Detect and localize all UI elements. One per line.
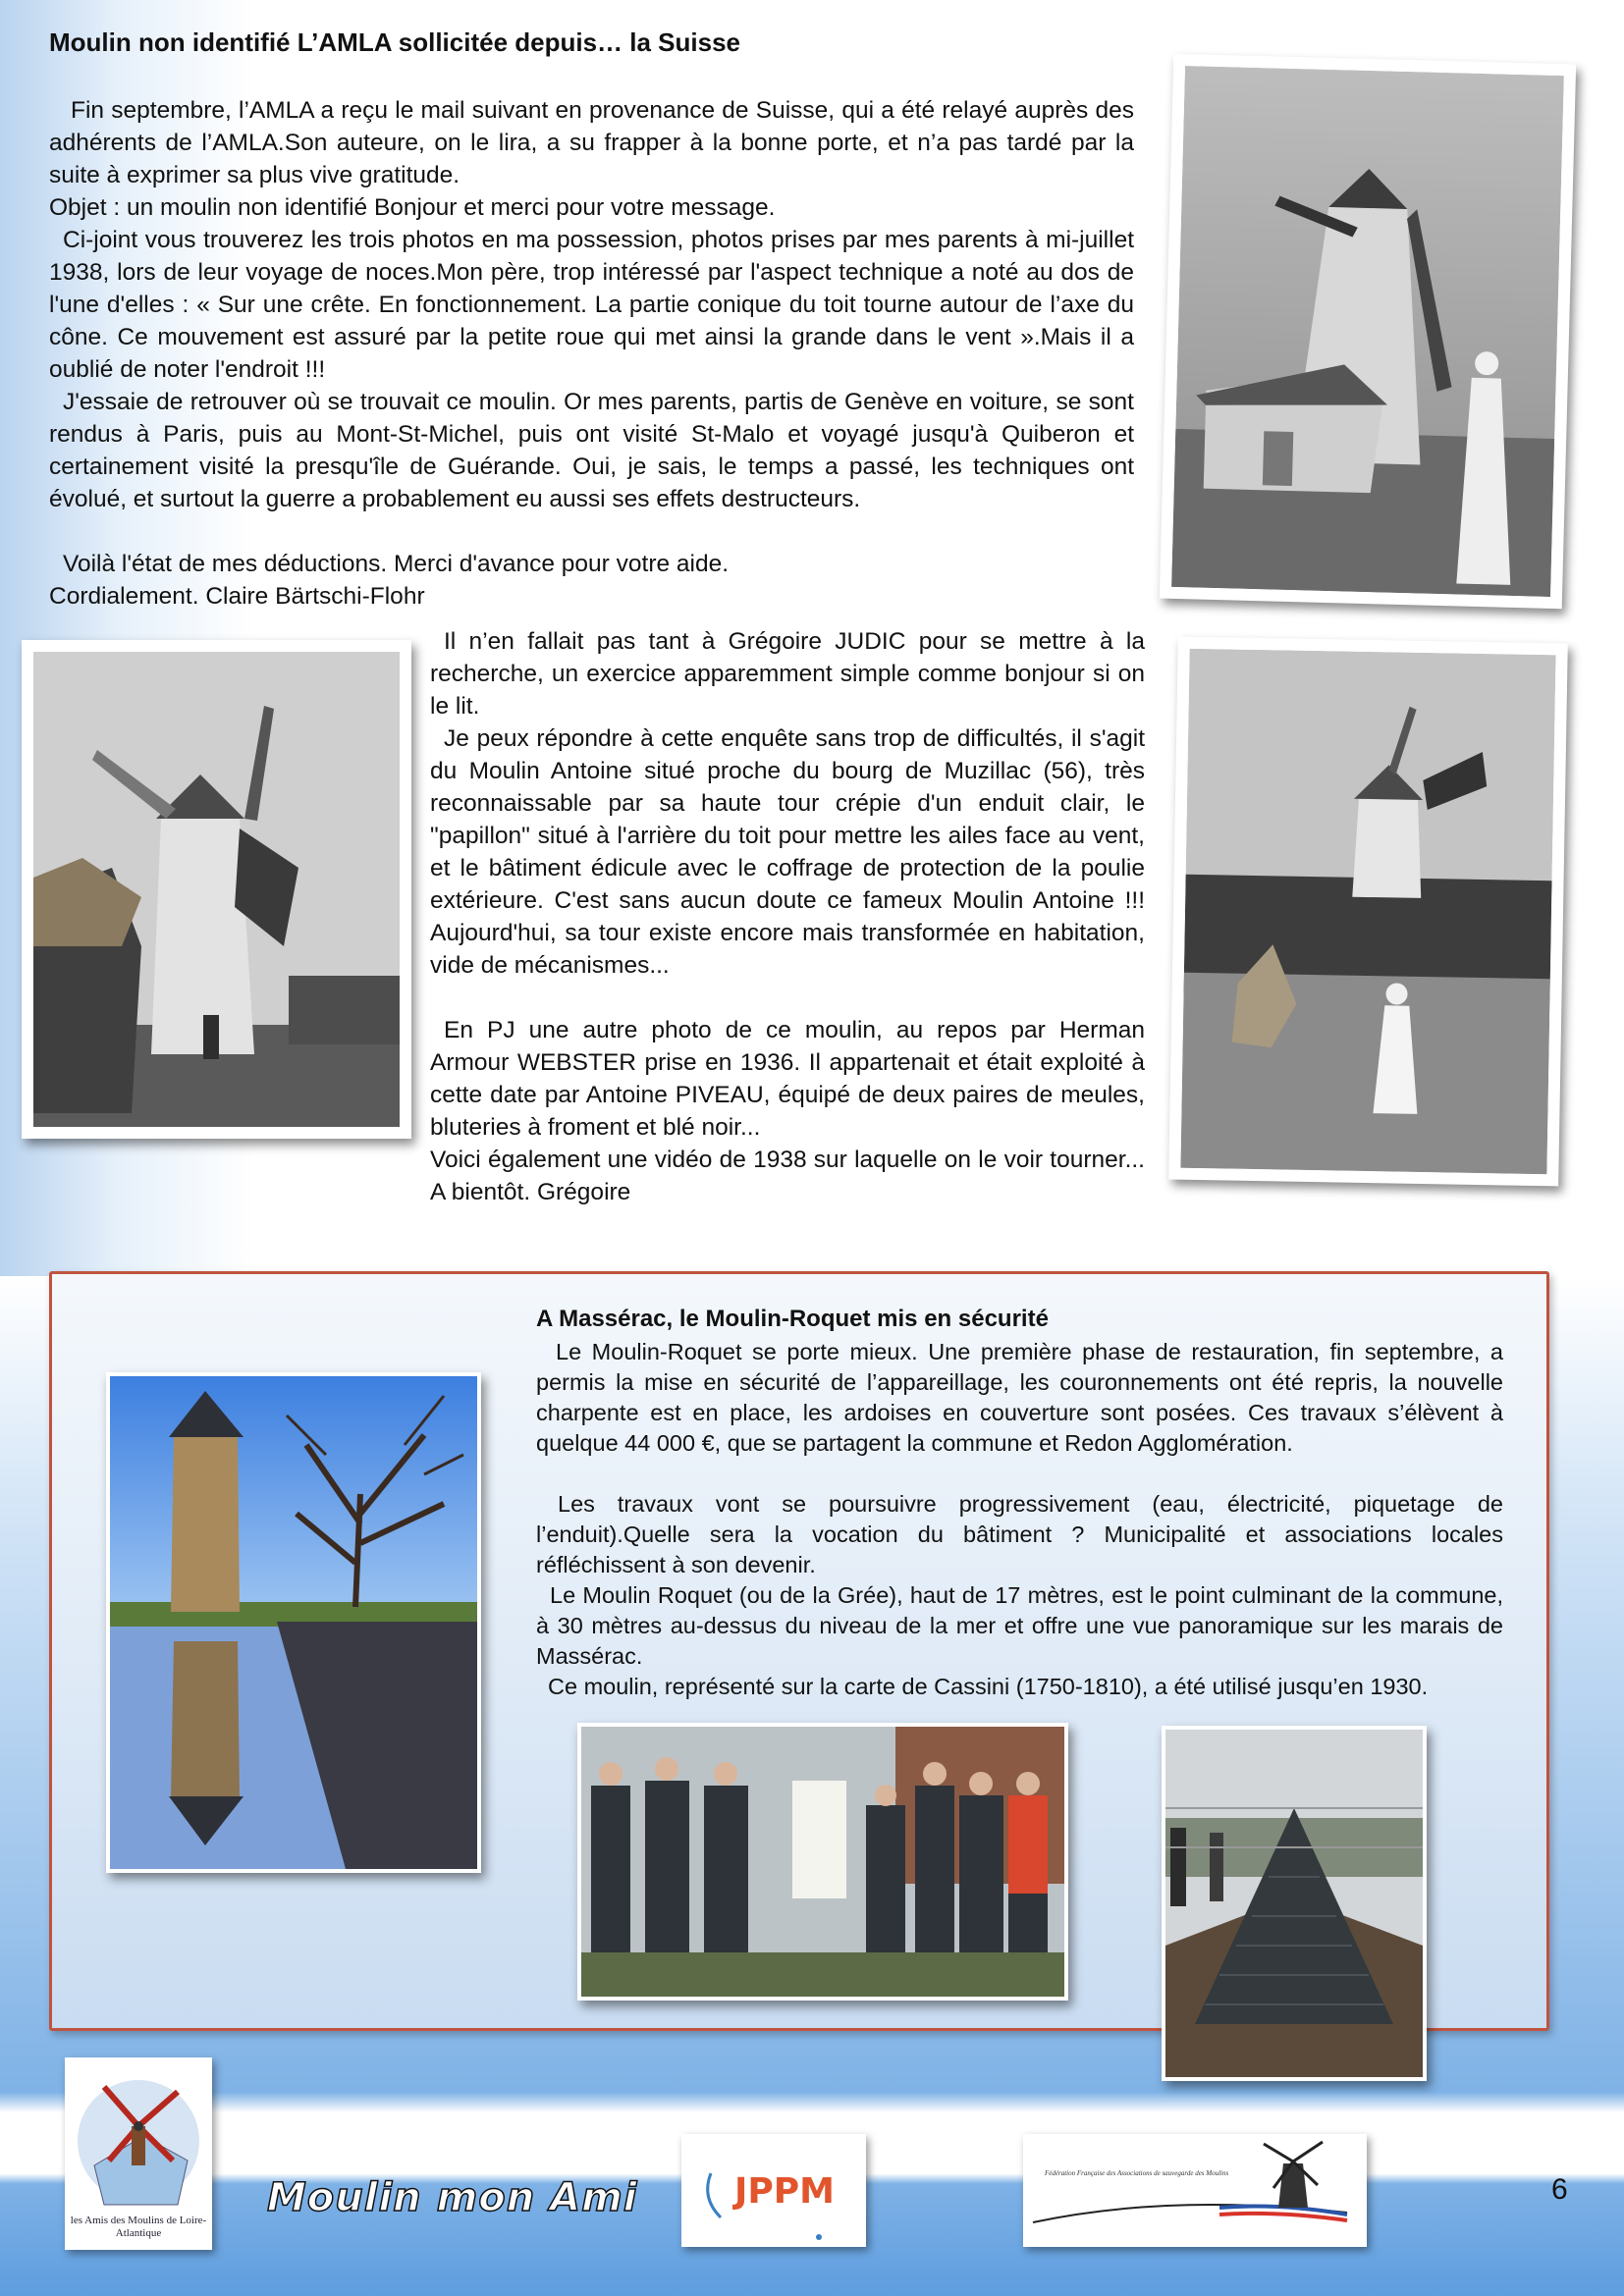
email-paragraph-1: Ci-joint vous trouverez les trois photos en ma possession, photos prises par mes parents à mi-juillet 1938, lors de leur voyage de noces.Mon père, trop intéressé par l'aspect technique a noté au dos de l'une d'elles : « Sur une crête. En fonctionnement. La partie conique du toit tourne autour de l’axe du cône. Ce mouvement est assuré par la petite roue qui met ainsi la grande dans le vent ».Mais il a oublié de noter l'endroit !!! (49, 227, 1134, 383)
reply-paragraph-1: Il n’en fallait pas tant à Grégoire JUDIC pour se mettre à la recherche, un exercice apparemment simple comme bonjour si on le lit. (430, 628, 1145, 720)
reply-paragraph-2: Je peux répondre à cette enquête sans trop de difficultés, il s'agit du Moulin Antoine situé proche du bourg de Muzillac (56), très reconnaissable par sa haute tour crépie d'un enduit clair, le "papillon" situé à l'arrière du toit pour mettre les ailes face au vent, et le bâtiment édicule avec le coffrage de protection de la poulie extérieure. C'est sans aucun doute ce fameux Moulin Antoine !!! Aujourd'hui, sa tour existe encore mais transformée en habitation, vide de mécanismes... (430, 725, 1145, 979)
masserac-title: A Massérac, le Moulin-Roquet mis en sécurité (536, 1306, 1049, 1332)
intro-paragraph: Fin septembre, l’AMLA a reçu le mail suivant en provenance de Suisse, qui a été relayé auprès des adhérents de l’AMLA.Son auteure, on le lira, a su frapper à la bonne porte, et n’a pas tardé par la suite à exprimer sa plus vive gratitude. (49, 97, 1134, 188)
amla-logo (65, 2057, 212, 2250)
email-paragraph-2: J'essaie de retrouver où se trouvait ce moulin. Or mes parents, partis de Genève en voiture, se sont rendus à Paris, puis au Mont-St-Michel, puis ont visité St-Malo et voyagé jusqu'à Quiberon et certainement visité la presqu'île de Guérande. Oui, je sais, le temps a passé, les techniques ont évolué, et surtout la guerre a probablement eu aussi ses effets destructeurs. (49, 389, 1134, 512)
page-number: 6 (1551, 2173, 1568, 2206)
new-slate-roof-photo (1162, 1726, 1427, 2081)
amla-logo-caption: les Amis des Moulins de Loire-Atlantique (70, 2215, 207, 2239)
email-paragraph-3: Voilà l'état de mes déductions. Merci d'avance pour votre aide. (63, 551, 730, 577)
masserac-paragraph-2: Les travaux vont se poursuivre progressivement (eau, électricité, piquetage de l’enduit).Quelle sera la vocation du bâtiment ? Municipalité et associations locales réfléchissent à son devenir. (536, 1491, 1503, 1577)
jppm-logo-text: JPPM (734, 2171, 835, 2212)
masserac-paragraph-4: Ce moulin, représenté sur la carte de Cassini (1750-1810), a été utilisé jusqu’en 1930. (548, 1674, 1429, 1699)
jppm-logo (681, 2134, 866, 2247)
moulin-mon-ami-brand: Moulin mon Ami (267, 2175, 638, 2220)
moulin-roquet-reflection-photo (106, 1372, 481, 1873)
article-title: Moulin non identifié L’AMLA sollicitée depuis… la Suisse (49, 27, 741, 57)
ffam-logo (1023, 2134, 1367, 2247)
reply-paragraph-3: En PJ une autre photo de ce moulin, au repos par Herman Armour WEBSTER prise en 1936. Il appartenait et était exploité à cette date par Antoine PIVEAU, équipé de deux paires de meules, bluteries à froment et blé noir... (430, 1017, 1145, 1141)
windmill-photo-1938-a (1160, 54, 1576, 610)
group-photo-at-site (577, 1723, 1068, 2001)
windmill-photo-1938-b (22, 640, 411, 1139)
reply-paragraph-4: Voici également une vidéo de 1938 sur laquelle on le voir tourner... A bientôt. Grégoire (430, 1147, 1145, 1205)
email-signature: Cordialement. Claire Bärtschi-Flohr (49, 583, 425, 610)
ffam-logo-text: Fédération Française des Associations de sauvegarde des Moulins (1045, 2169, 1229, 2177)
masserac-paragraph-3: Le Moulin Roquet (ou de la Grée), haut de 17 mètres, est le point culminant de la commune, à 30 mètres au-dessus du niveau de la mer et offre une vue panoramique sur les marais de Massérac. (536, 1582, 1503, 1669)
windmill-photo-1938-c (1168, 637, 1568, 1187)
masserac-paragraph-1: Le Moulin-Roquet se porte mieux. Une première phase de restauration, fin septembre, a permis la mise en sécurité de l’appareillage, les couronnements ont été repris, la nouvelle charpente est en place, les ardoises en couverture sont posées. Ces travaux s’élèvent à quelque 44 000 €, que se partagent la commune et Redon Agglomération. (536, 1339, 1503, 1456)
email-subject: Objet : un moulin non identifié Bonjour et merci pour votre message. (49, 194, 776, 221)
